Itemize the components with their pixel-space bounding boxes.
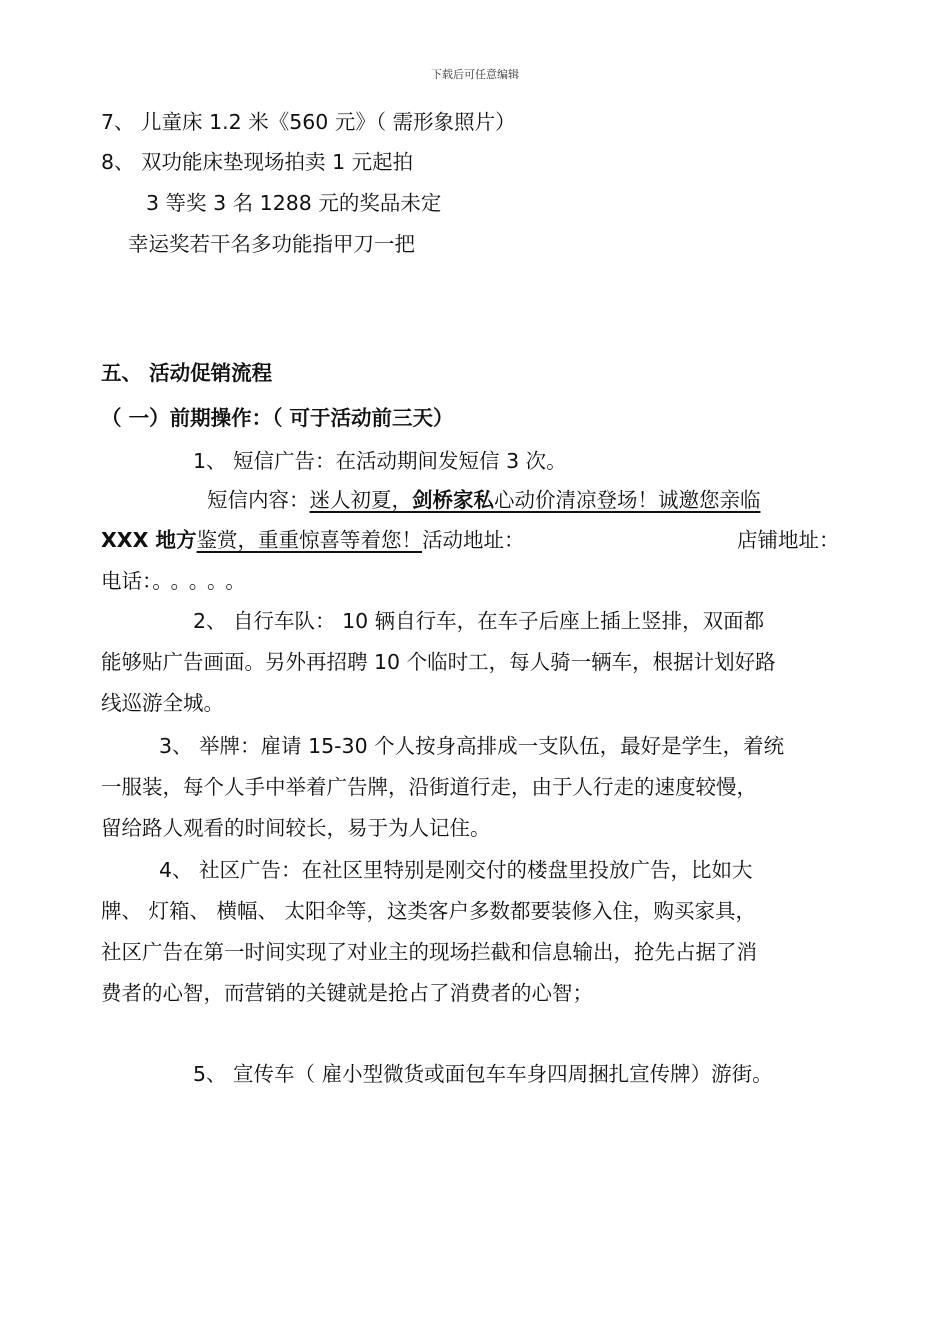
community-line-4: 费者的心智，而营销的关键就是抢占了消费者的心智； — [101, 981, 593, 1005]
car-line: 5、 宣传车（ 雇小型微货或面包车车身四周捆扎宣传牌）游街。 — [193, 1062, 773, 1086]
section-five-subtitle: （ 一）前期操作：（ 可于活动前三天） — [101, 406, 454, 430]
page-header: 下载后可任意编辑 — [431, 68, 519, 81]
brand-name: 剑桥家私 — [412, 488, 494, 512]
prize-lucky: 幸运奖若干名多功能指甲刀一把 — [128, 232, 415, 256]
sign-line-1: 3、 举牌：雇请 15-30 个人按身高排成一支队伍，最好是学生，着统 — [159, 734, 785, 758]
phone-label: 电话： — [101, 569, 153, 593]
phone-line — [101, 568, 254, 594]
prize-line-7: 7、 儿童床 1.2 米《560 元》（ 需形象照片） — [101, 110, 516, 134]
shop-address-label: 店铺地址： — [737, 528, 840, 552]
prize-line-8: 8、 双功能床垫现场拍卖 1 元起拍 — [101, 150, 414, 174]
phone-dots: 。。。。。 — [152, 569, 254, 593]
place-name: XXX 地方 — [101, 528, 197, 552]
community-line-1: 4、 社区广告：在社区里特别是刚交付的楼盘里投放广告，比如大 — [159, 858, 753, 882]
sms-content-line-2 — [101, 527, 525, 553]
community-line-3: 社区广告在第一时间实现了对业主的现场拦截和信息输出，抢先占据了消 — [101, 940, 757, 964]
sms-content-label: 短信内容： — [207, 488, 310, 512]
sign-line-3: 留给路人观看的时间较长，易于为人记住。 — [101, 816, 491, 840]
community-line-2: 牌、 灯箱、 横幅、 太阳伞等，这类客户多数都要装修入住，购买家具， — [101, 899, 757, 923]
sms-text-1: 迷人初夏， — [309, 488, 412, 512]
prize-third: 3 等奖 3 名 1288 元的奖品未定 — [146, 191, 442, 215]
sms-content-line — [207, 487, 761, 513]
sign-line-2: 一服装，每个人手中举着广告牌，沿街道行走，由于人行走的速度较慢， — [101, 775, 757, 799]
sms-text-2: 心动价清凉登场！诚邀您亲临 — [494, 488, 761, 512]
bike-line-1: 2、 自行车队： 10 辆自行车，在车子后座上插上竖排，双面都 — [193, 609, 765, 633]
activity-address-label: 活动地址： — [422, 528, 525, 552]
sms-item: 1、 短信广告：在活动期间发短信 3 次。 — [193, 449, 567, 473]
sms-text-3: 鉴赏，重重惊喜等着您！ — [196, 528, 423, 552]
section-five-title: 五、 活动促销流程 — [101, 361, 273, 385]
bike-line-2: 能够贴广告画面。另外再招聘 10 个临时工，每人骑一辆车，根据计划好路 — [101, 650, 776, 674]
bike-line-3: 线巡游全城。 — [101, 691, 224, 715]
